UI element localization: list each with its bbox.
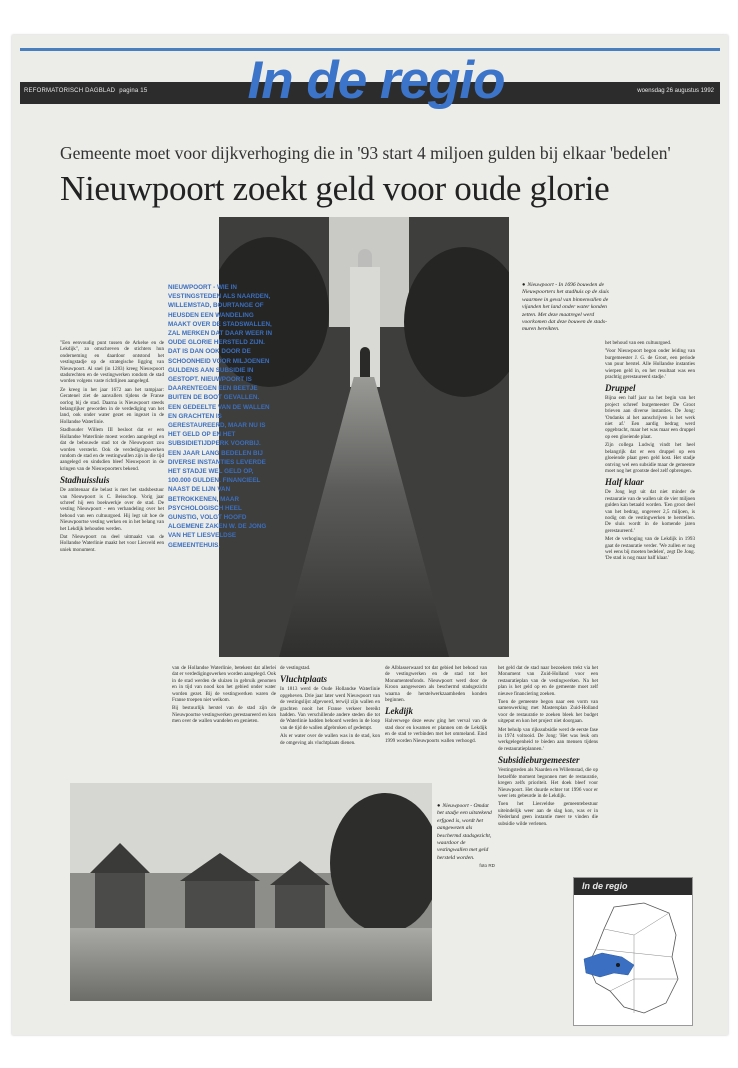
intro-overlay-text: NIEUWPOORT - WIE IN VESTINGSTEDEN ALS NAARDEN, WILLEMSTAD, BOURTANGE OF HEUSDEN EEN WANDELING MAAKT OVER DE STADSWALLEN, ZAL MERKEN DAT DAAR WEER IN OUDE GLORIE HERSTELD ZIJN. DAT IS DAN OOK DOOR DE SCHOONHEID VOOR MILJOENEN GULDENS AAN SUBSIDIE IN GESTOPT. NIEUWPOORT IS DAARENTEGEN EEN BEETJE BUITEN DE BOOT GEVALLEN. EEN GEDEELTE VAN DE WALLEN EN GRACHTEN IS GERESTAUREERD, MAAR NU IS HET GELD OP EN HET SUBSIDIETIJDPERK VOORBIJ. EEN JAAR LANG BEDELEN BIJ DIVERSE INSTANTIES LEVERDE HET STADJE WEL GELD OP, 100.000 GULDEN. FINANCIEEL NAAST DE LIJN VAN BETROKKENEN, MAAR PSYCHOLOGISCH HEEL GUNSTIG, VOLGT HOOFD ALGEMENE ZAKEN W. DE JONG VAN HET LIESVELDSE GEMEENTEHUIS. (168, 284, 273, 549)
map-title: In de regio (574, 878, 692, 895)
caption-bullet: ● (437, 803, 441, 809)
issue-date: woensdag 26 augustus 1992 (637, 88, 714, 94)
photo-sluice-gate (360, 347, 370, 377)
subheading-vluchtplaats: Vluchtplaats (280, 674, 328, 685)
photo2-canal (70, 928, 432, 1001)
photo-cupola (358, 249, 372, 269)
column-1: "Een eenvoudig punt tussen de Arkelse en de Lekdijk", zo omschreven de stichters hun onderneming en daardoor ontstond het vestingstadje op de strategische ligging van Nieuwpoort. Al snel (in 1283) kreeg Nieuwpoort stadsrechten en de vestingwerken rondom de stad worden volgens vaste richtlijnen aangelegd. Ze kreeg in het jaar 1672 aan het rampjaar: Geratenel ziet de aanvallers tijdens de Franse oorlog bij de stad. Daarna is Nieuwpoort steeds belangrijker geworden in de verdediging van het land, ook onder water gezet en ingezet in de Hollandse Waterlinie. Stadhouder Willem III besloot dat er een Hollandse Waterlinie moest worden aangelegd en dat de bebouwde stad tot de Nieuwpoort zou worden versterkt. Ook de verdedigingswerken rondom de stad en de vestingwallen zijn in die tijd aangelegd en sindsdien bleef Nieuwpoort in de kringen van de Nieuwpoorters bekend. Stadhuissluis De ambtenaar die belast is met het stadsbestuur van Nieuwpoort is C. Beisschop. Vorig jaar schreef hij een boekwerkje over de stad. De vesting Nieuwpoort - een verhandeling over het behoud van een cultuurgoed. Hij legt uit hoe de Nieuwpoortse vesting werken en in het belang van het Lekdijk behouden werden. Dat Nieuwpoort nu deel uitmaakt van de Hollandse Waterlinie maakt het voor Liesveld een uniek monument. (60, 340, 164, 553)
column-2: van de Hollandse Waterlinie, betekent dat allerlei dat er verdedigingswerken worden aangelegd. Ook in de stad werden de sluizen in gebruik genomen en in tijd van nood kon het gebied onder water worden gezet. Bij de vestingwerken waren de Franse troepen niet welkom. Bij bestuurlijk herstel van de stad zijn de Nieuwpoortse vestingwerken gerestaureerd en kon men over de wallen wandelen en genieten. (172, 665, 276, 725)
second-photo-townscape (70, 783, 432, 1001)
photo2-tree (330, 793, 432, 933)
publication-name: REFORMATORISCH DAGBLAD pagina 15 (24, 88, 148, 94)
photo-tree-right (404, 247, 509, 397)
photo-credit: foto RD (479, 863, 495, 869)
page-number: pagina 15 (119, 88, 148, 94)
photo2-house (185, 881, 255, 928)
subheading-stadhuissluis: Stadhuissluis (60, 475, 110, 486)
column-6: het behoud van een cultuurgoed. 'Voor Nieuwpoort begon onder leiding van burgemeester J. G. de Groot, een periode van puur herstel. Alle Hollandse instanties wierpen geld in, en het resultaat was een prachtig gerestaureerd stadje.' Druppel Bijna een half jaar na het begin van het project schreef burgemeester De Groot brieven aan diverse instanties. De Jong: 'Ondanks al het aanschrijven is het werk niet af.' Een aardig bedrag werd opgebracht, maar het was maar een druppel op een gloeiende plaat. Zijn collega Ludwig vindt het heel belangrijk dat er een druppel op een gloeiende plaat geen geld kost. Het stadje ontving wel een subsidie maar de gemeente moet nog het grootste deel zelf opbrengen. Half klaar De Jong legt uit dat niet minder de restauratie van de wallen uit de vier miljoen gulden kan betaald worden. 'Een groot deel van het bedrag, ongeveer 2,5 miljoen, is nodig om de vestingwerken te herstellen. De sluis wordt in de komende jaren gerestaureerd.' Met de verhoging van de Lekdijk in 1993 gaat de restauratie verder. 'We zullen er nog wel eens bij moeten bedelen', zegt De Jong. 'De stad is nog maar half klaar.' (605, 340, 695, 562)
photo-caption-2: ● Nieuwpoort - Omdat het stadje een uitstekend erfgoed is, wordt het aangewezen als beschermd stadsgezicht, waardoor de vestingwallen met geld hersteld worden. foto RD (437, 803, 495, 869)
column-5: het geld dat de stad naar bezoekers trekt via het Monument van Zuid-Holland voor een restauratieplan van de vestingwerken. Na het plan is het geld op en de gemeente moet zelf nieuwe financiering zoeken. Toen de gemeente begon naar een vorm van samenwerking met Mastersplan Zuid-Holland voor de restauratie te zoeken bleek het budget uitgeput en kon het project niet doorgaan. Met behulp van rijkssubsidie werd de eerste fase in 1974 voltooid. De Jong: 'Het was leuk om werkgelegenheid te bieden aan mensen tijdens de restauratieplannen.' Subsidieburgemeester Vestingsteden als Naarden en Willemstad, die op hetzelfde moment begonnen met de restauratie, kregen zelfs prioriteit. Het doek bleef voor Nieuwpoort. Het duurde echter tot 1996 voor er weer iets gebeurde in de Lekdijk. Toen het Liesveldse gemeentebestuur uiteindelijk weer aan de slag kon, was er in Nederland geen instantie meer te vinden die subsidie wilde verlenen. (498, 665, 598, 827)
subheading-druppel: Druppel (605, 383, 636, 394)
subheading-subsidieburgemeester: Subsidieburgemeester (498, 755, 580, 766)
column-4: de Alblasserwaard tot dat gebied het behoud van de vestingwerken en de stad tot het Monumentenfonds. Nieuwpoort werd door de Kroon aangewezen als beschermd stadsgezicht waarna de herstelwerkzaamheden konden beginnen. Lekdijk Halverwege deze eeuw ging het verval van de stad door en kwamen er plannen om de Lekdijk en de stad te verbinden met het ommeland. Eind 1999 worden Nieuwpoorts wallen verhoogd. (385, 665, 487, 744)
article-headline: Nieuwpoort zoekt geld voor oude glorie (60, 169, 610, 208)
photo-caption-1: ● Nieuwpoort - In 1696 bouwden de Nieuwpoorters het stadhuis op de sluis waarmee in geval van binnenvallen de vijanden het land onder water konden zetten. Met deze maatregel werd voorkomen dat deze bouwen de stads- muren bereikten. (522, 282, 609, 333)
photo2-house (95, 873, 145, 928)
subheading-half-klaar: Half klaar (605, 477, 644, 488)
subheading-lekdijk: Lekdijk (385, 706, 413, 717)
section-title: In de regio (247, 51, 505, 110)
map-nieuwpoort-marker (616, 963, 620, 967)
photo-canal (279, 377, 449, 657)
caption-bullet: ● (522, 282, 526, 288)
region-map-box (573, 877, 693, 1026)
netherlands-map (574, 895, 692, 1025)
column-3: de vestingstad. Vluchtplaats In 1813 werd de Oude Hollandse Waterlinie opgeheven. Drie jaar later werd Nieuwpoort van de vestingslijst afgevoerd, terwijl zijn wallen en grachten nooit het Franse verkeer bereikt hadden. Van verschillende andere steden die tot de Waterlinie hadden behoord werden in de loop van de tijd de wallen afgebroken of gedempt. Als er water over de wallen was in de stad, kon de omgeving als vluchtplaats dienen. (280, 665, 380, 746)
article-kicker: Gemeente moet voor dijkverhoging die in '93 start 4 miljoen gulden bij elkaar 'bedelen' (60, 143, 671, 163)
photo2-house (275, 885, 325, 928)
newspaper-page (12, 35, 728, 1035)
